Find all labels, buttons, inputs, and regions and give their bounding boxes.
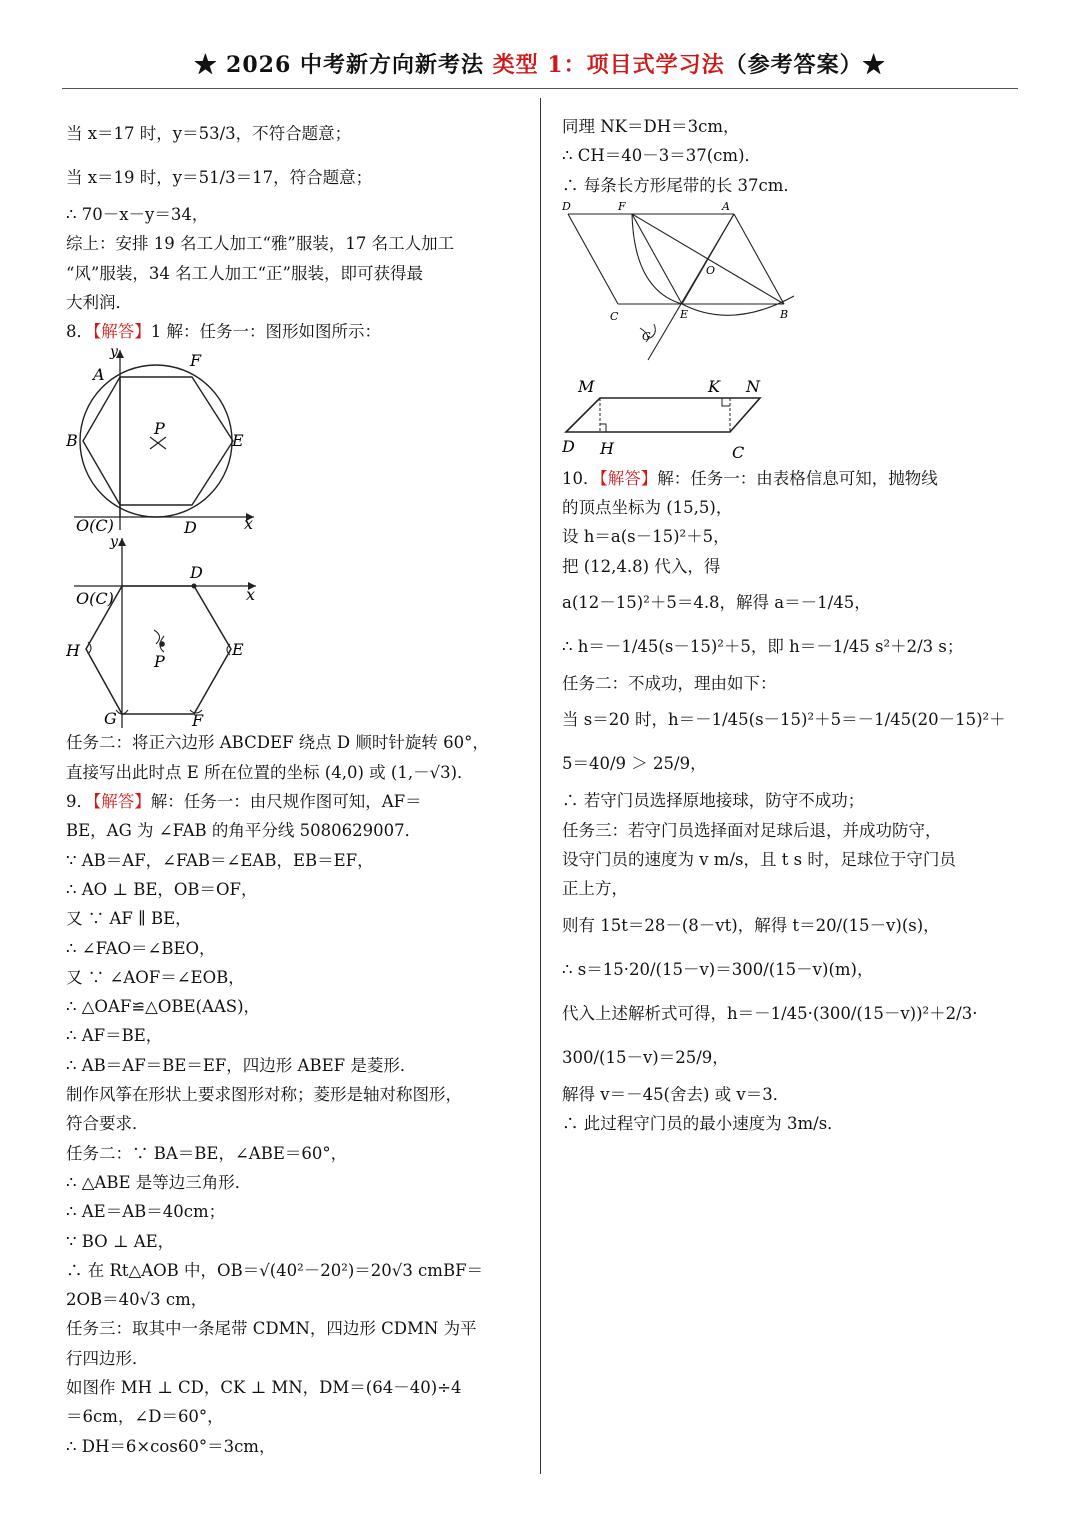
label-f: F [190,351,202,371]
label-c: C [732,442,745,462]
text-line: 当 s＝20 时，h＝－1/45(s－15)²＋5＝－1/45(20－15)²＋ [562,710,1006,730]
label-a: A [93,365,105,385]
text-line: 行四边形． [66,1348,149,1368]
text-line: ∴ AE＝AB＝40cm； [66,1202,226,1222]
text-line: BE，AG 为 ∠FAB 的角平分线 5080629007． [66,821,422,841]
label-d: D [562,436,575,456]
label-x: x [246,585,256,605]
text-line: ∴ 每条长方形尾带的长 37cm． [562,175,800,195]
question-text: 解：任务一：由表格信息可知，抛物线 [657,468,938,488]
text-line: 解得 v＝－45(舍去) 或 v＝3． [562,1084,790,1104]
question-9-header [66,787,524,816]
text-line: 代入上述解析式可得，h＝－1/45·(300/(15－v))²＋2/3· [562,1003,978,1023]
text-line: ∴ s＝15·20/(15－v)＝300/(15－v)(m)， [562,959,874,979]
label-f: F [618,199,626,213]
page-header [62,50,1018,89]
label-h: H [66,641,80,661]
text-line: 如图作 MH ⊥ CD，CK ⊥ MN，DM＝(64－40)÷4 [66,1378,462,1398]
text-line: ∴ △ABE 是等边三角形． [66,1172,252,1192]
text-line: ∴ AO ⊥ BE，OB＝OF， [66,879,258,899]
label-m: M [578,376,595,396]
text-line: ∵ AB＝AF，∠FAB＝∠EAB，EB＝EF， [66,850,374,870]
text-line: ＝6cm，∠D＝60°， [66,1407,224,1427]
text-line: 则有 15t＝28－(8－vt)，解得 t＝20/(15－v)(s)， [562,915,940,935]
label-b: B [66,431,78,451]
kite-construction-figure [562,200,812,370]
question-10-header [562,464,1022,493]
text-line: ∴ 在 Rt△AOB 中，OB＝√(40²－20²)＝20√3 cmBF＝ [66,1260,484,1280]
text-line: ∴ DH＝6×cos60°＝3cm， [66,1436,276,1456]
text-line: 任务二：将正六边形 ABCDEF 绕点 D 顺时针旋转 60°， [66,733,489,753]
text-line: 当 x＝19 时，y＝51/3＝17，符合题意； [66,168,373,187]
label-h: H [600,438,614,458]
label-e: E [680,307,689,321]
label-e: E [232,431,244,451]
text-line: ∴ 若守门员选择原地接球，防守不成功； [562,791,865,811]
text-line: ∴ AF＝BE， [66,1026,163,1046]
text-line: 的顶点坐标为 (15,5)， [562,498,733,518]
text-line: 任务二：不成功，理由如下： [562,674,777,694]
text-line: 制作风筝在形状上要求图形对称；菱形是轴对称图形， [66,1085,462,1105]
label-y: y [110,534,118,551]
label-a: A [722,199,730,213]
question-number: 9． [66,792,93,812]
header-prefix: ★ 2026 中考新方向新考法 [194,52,484,78]
rotated-hexagon-figure [66,534,266,728]
text-line: 设守门员的速度为 v m/s，且 t s 时，足球位于守门员 [562,849,956,869]
label-p: P [154,652,165,672]
text-line: 又 ∵ AF ∥ BE， [66,909,192,929]
text-line: 当 x＝17 时，y＝53/3，不符合题意； [66,124,352,143]
label-c: C [610,309,619,323]
parallelogram-figure [562,374,772,464]
header-suffix: （参考答案）★ [724,52,886,78]
label-g: G [104,709,117,729]
text-line: 设 h＝a(s－15)²＋5， [562,527,730,547]
label-b: B [780,307,789,321]
text-line: 同理 NK＝DH＝3cm， [562,117,740,136]
text-line: ∴ CH＝40－3＝37(cm)． [562,146,762,166]
label-d: D [190,563,203,583]
text-line: 把 (12,4.8) 代入，得 [562,556,721,576]
text-line: ∴ AB＝AF＝BE＝EF，四边形 ABEF 是菱形． [66,1055,417,1075]
text-line: 5＝40/9 ＞ 25/9， [562,754,707,774]
text-line: a(12－15)²＋5＝4.8，解得 a＝－1/45， [562,593,871,613]
text-line: 任务三：若守门员选择面对足球后退，并成功防守， [562,820,942,840]
hexagon-circle-figure [66,346,266,536]
question-number: 10． [562,468,600,488]
text-line: ∴ 70－x－y＝34， [66,205,209,224]
text-line: 综上：安排 19 名工人加工“雅”服装，17 名工人加工 [66,234,455,254]
text-line: ∴ △OAF≌△OBE(AAS)， [66,997,261,1017]
label-g: G [642,329,651,343]
text-line: 任务二：∵ BA＝BE，∠ABE＝60°， [66,1143,348,1163]
label-oc: O(C) [76,516,114,536]
answer-tag: 【解答】 [93,322,151,342]
question-text: 1 解：任务一：图形如图所示： [150,322,381,342]
text-line: 任务三：取其中一条尾带 CDMN，四边形 CDMN 为平 [66,1319,477,1339]
text-line: 直接写出此时点 E 所在位置的坐标 (4,0) 或 (1,－√3)． [66,762,474,782]
text-line: 大利润． [66,292,132,312]
column-divider [540,98,541,1474]
text-line: 正上方， [562,879,628,899]
label-f: F [192,711,204,729]
text-line: ∵ BO ⊥ AE， [66,1231,175,1251]
left-column [66,112,524,1461]
answer-tag: 【解答】 [93,792,151,812]
question-text: 解：任务一：由尺规作图可知，AF＝ [150,792,422,812]
label-y: y [110,346,118,361]
text-line: 符合要求． [66,1114,149,1134]
label-oc: O(C) [76,589,114,609]
text-line: “风”服装，34 名工人加工“正”服装，即可获得最 [66,263,423,283]
label-k: K [708,376,720,396]
question-number: 8． [66,322,93,342]
text-line: ∴ h＝－1/45(s－15)²＋5，即 h＝－1/45 s²＋2/3 s； [562,637,964,657]
label-d: D [562,199,571,213]
text-line: ∴ 此过程守门员的最小速度为 3m/s． [562,1113,844,1133]
header-title: 类型 1：项目式学习法 [492,52,725,78]
text-line: 300/(15－v)＝25/9， [562,1047,729,1067]
label-o: O [706,263,716,277]
text-line: 2OB＝40√3 cm， [66,1290,208,1310]
label-d: D [184,518,197,537]
label-e: E [232,640,244,660]
text-line: ∴ ∠FAO＝∠BEO， [66,938,216,958]
right-column [562,112,1022,1138]
question-8-header [66,317,524,346]
label-p: P [154,419,165,439]
answer-tag: 【解答】 [599,468,658,488]
label-x: x [244,514,254,534]
label-n: N [746,376,760,396]
text-line: 又 ∵ ∠AOF＝∠EOB， [66,967,245,987]
